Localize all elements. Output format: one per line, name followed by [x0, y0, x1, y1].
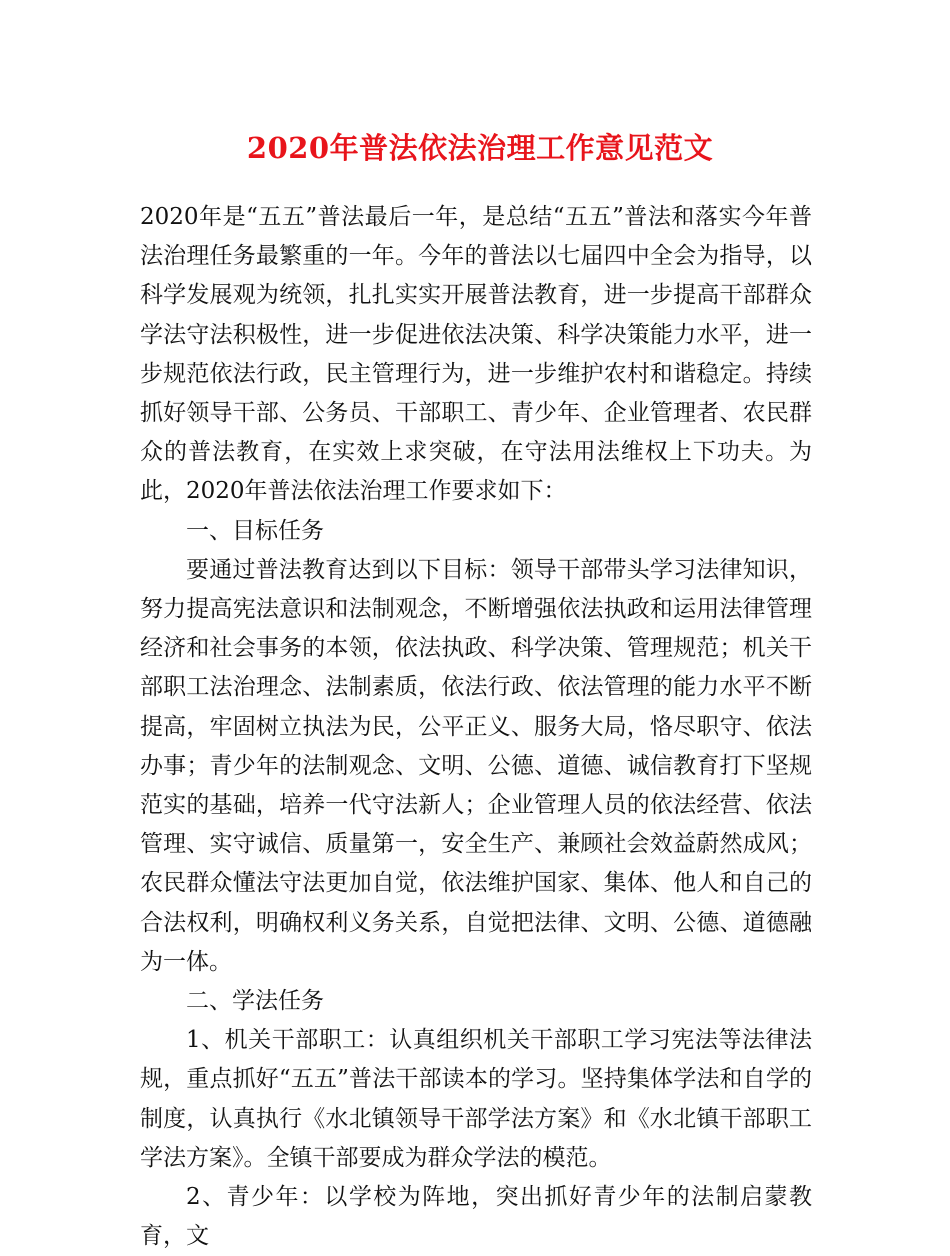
document-page: [140, 128, 812, 1256]
goals-paragraph: 要通过普法教育达到以下目标：领导干部带头学习法律知识，努力提高宪法意识和法制观念，不断增强依法执政和运用法律管理经济和社会事务的本领，依法执政、科学决策、管理规范；机关干部职工法治理念、法制素质，依法行政、依法管理的能力水平不断提高，牢固树立执法为民，公平正义、服务大局，恪尽职守、依法办事；青少年的法制观念、文明、公德、道德、诚信教育打下坚规范实的基础，培养一代守法新人；企业管理人员的依法经营、依法管理、实守诚信、质量第一，安全生产、兼顾社会效益蔚然成风；农民群众懂法守法更加自觉，依法维护国家、集体、他人和自己的合法权利，明确权利义务关系，自觉把法律、文明、公德、道德融为一体。: [140, 556, 812, 975]
document-title: 2020年普法依法治理工作意见范文: [246, 131, 714, 165]
section-heading-study: 二、学法任务: [186, 988, 324, 1015]
intro-paragraph: 2020年是“五五”普法最后一年，是总结“五五”普法和落实今年普法治理任务最繁重的一年。今年的普法以七届四中全会为指导，以科学发展观为统领，扎扎实实开展普法教育，进一步提高干部群众学法守法积极性，进一步促进依法决策、科学决策能力水平，进一步规范依法行政，民主管理行为，进一步维护农村和谐稳定。持续抓好领导干部、公务员、干部职工、青少年、企业管理者、农民群众的普法教育，在实效上求突破，在守法用法维权上下功夫。为此，2020年普法依法治理工作要求如下：: [140, 204, 812, 505]
study-item-youth: 2、青少年：以学校为阵地，突出抓好青少年的法制启蒙教育，文: [140, 1184, 812, 1250]
study-item-staff: 1、机关干部职工：认真组织机关干部职工学习宪法等法律法规，重点抓好“五五”普法干部读本的学习。坚持集体学法和自学的制度，认真执行《水北镇领导干部学法方案》和《水北镇干部职工学法方案》。全镇干部要成为群众学法的模范。: [140, 1027, 812, 1171]
section-heading-goals: 一、目标任务: [186, 517, 324, 544]
